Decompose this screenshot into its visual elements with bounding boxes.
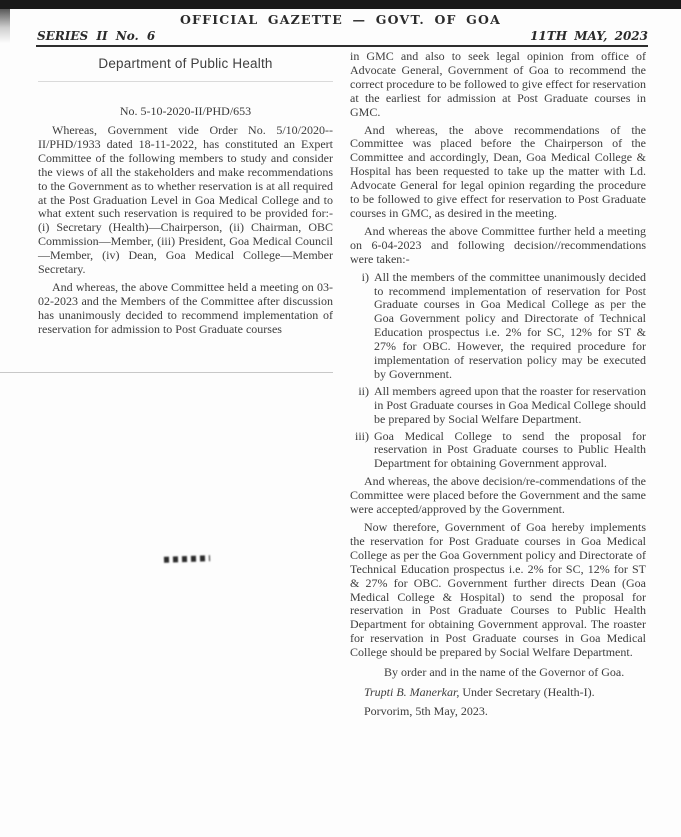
paragraph: in GMC and also to seek legal opinion from office of Advocate General, Government of Goa to recommend the correct procedure to be followed to give effect for reservation at the earliest for admission at Post Graduate courses in GMC. (350, 49, 646, 119)
paragraph: Whereas, Government vide Order No. 5/10/2020--II/PHD/1933 dated 18-11-2022, has constituted an Expert Committee of the following members to study and consider the views of all the stakeholders and make recommendations to the Government as to whether reservation is at all required at the Post Graduation Level in Goa Medical College and to what extent such reservation is required to be provided for:- (i) Secretary (Health)—Chairperson, (ii) Chairman, OBC Commission—Member, (iii) President, Goa Medical Council—Member, (iv) Dean, Goa Medical College—Member Secretary. (38, 123, 333, 277)
place-date-line: Porvorim, 5th May, 2023. (364, 703, 488, 718)
right-column (350, 50, 646, 719)
list-item-text: All members agreed upon that the roaster for reservation in Post Graduate courses in Goa Medical College should be prepared by Social Welfare Department. (374, 383, 646, 426)
paragraph: And whereas, the above decision/re-commendations of the Committee were placed before the Government and the same were accepted/approved by the Government. (350, 474, 646, 517)
decision-list (350, 271, 646, 472)
series-label: SERIES II No. 6 (37, 29, 156, 43)
masthead-rule (36, 45, 648, 47)
paragraph: And whereas, the above Committee held a meeting on 03-02-2023 and the Members of the Committee after discussion has unanimously decided to recommend implementation of reservation for admission to Post Graduate courses (38, 279, 333, 336)
smudge-mark (164, 555, 210, 563)
masthead-row (37, 29, 648, 43)
notification-number: No. 5-10-2020-II/PHD/653 (119, 104, 252, 118)
paragraph: And whereas the above Committee further held a meeting on 6-04-2023 and following decision//recommendations were taken:- (350, 223, 646, 266)
list-marker: i) (361, 269, 369, 284)
department-rule (38, 81, 333, 82)
list-item (350, 385, 646, 427)
gazette-title: OFFICIAL GAZETTE — GOVT. OF GOA (179, 12, 502, 27)
paragraph: And whereas, the above recommendations of the Committee was placed before the Chairperson of the Committee and accordingly, Dean, Goa Medical College & Hospital has been requested to take up the matter with Ld. Advocate General for legal opinion regarding the procedure to be followed to give effect for reservation to Post Graduate courses in GMC, as desired in the meeting. (350, 122, 646, 220)
paragraph: Now therefore, Government of Goa hereby implements the reservation for Post Graduate courses in Goa Medical College as per the Goa Government policy and Directorate of Technical Education prospectus i.e. 2% for SC, 12% for ST & 27% for OBC. Government further directs Dean (Goa Medical College & Hospital) to send the proposal for reservation in Post Graduate Courses to Public Health Department for obtaining Government approval. The roaster for reservation in Post Graduate courses in Goa Medical College should be prepared by Social Welfare Department. (350, 520, 646, 660)
list-item-text: All the members of the committee unanimously decided to recommend implementation of reservation for Post Graduate courses in Goa Medical College as per the Goa Government policy and Directorate of Technical Education prospectus i.e. 2% for SC, 12% for ST & 27% for OBC. However, the required procedure for implementation of reservation policy may be executed by Government. (374, 269, 646, 381)
department-heading: Department of Public Health (98, 56, 273, 71)
list-item-text: Goa Medical College to send the proposal for reservation in Post Graduate courses to Public Health Department for obtaining Government approval. (374, 428, 646, 471)
by-order-text: By order and in the name of the Governor of Goa. (384, 665, 625, 680)
list-item (350, 430, 646, 472)
signatory-line (350, 686, 646, 700)
list-marker: iii) (355, 428, 369, 443)
signatory-title: Under Secretary (Health-I). (459, 684, 595, 699)
issue-date: 11TH MAY, 2023 (530, 29, 648, 43)
signatory-name: Trupti B. Manerkar, (364, 684, 460, 699)
section-separator-rule (0, 372, 333, 373)
scan-top-bar (0, 0, 681, 9)
left-column (38, 56, 333, 337)
list-item (350, 271, 646, 382)
list-marker: ii) (358, 383, 369, 398)
